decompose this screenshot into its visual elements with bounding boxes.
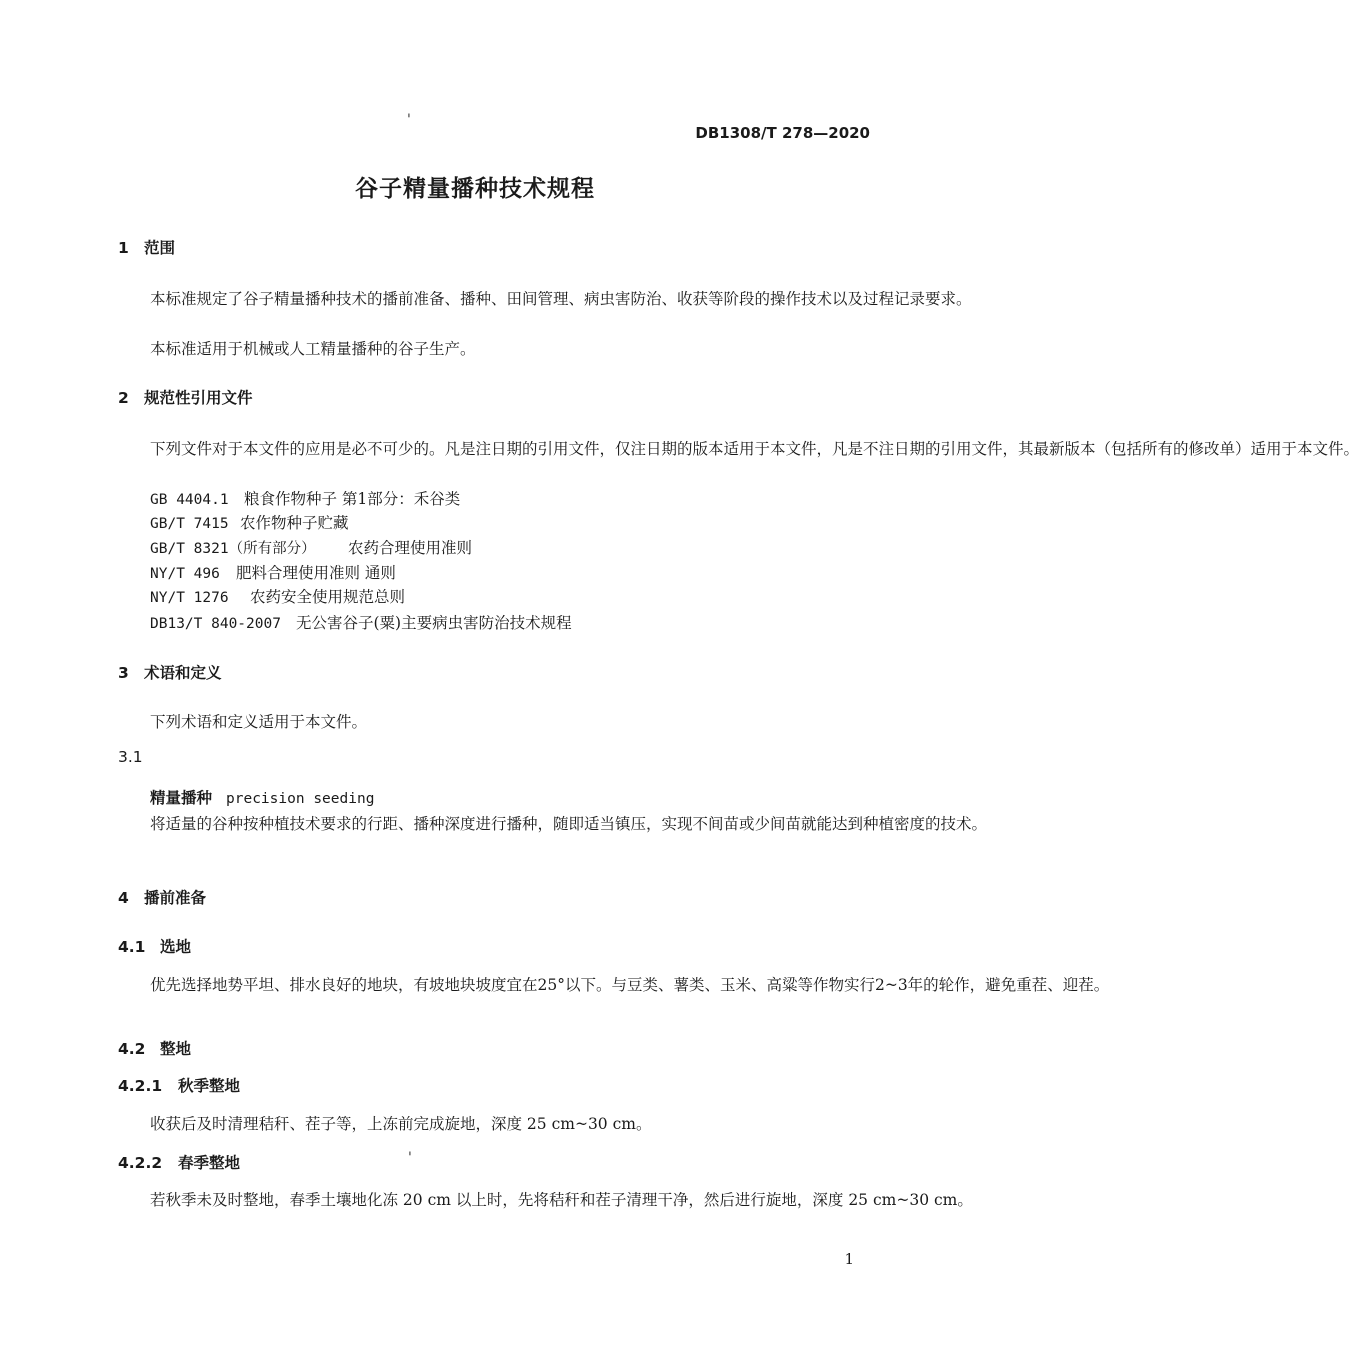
section-title: 规范性引用文件 <box>144 389 253 407</box>
section-title: 播前准备 <box>144 889 207 907</box>
section-number: 1 <box>118 239 129 257</box>
section-title: 春季整地 <box>178 1154 241 1172</box>
reference-title: 粮食作物种子 第1部分：禾谷类 <box>244 490 461 508</box>
section-2-heading <box>118 386 253 408</box>
section-3-heading <box>118 661 222 683</box>
section-3-intro: 下列术语和定义适用于本文件。 <box>150 713 368 731</box>
term-entry <box>150 786 374 808</box>
subsection-4-1-text: 优先选择地势平坦、排水良好的地块，有坡地块坡度宜在25°以下。与豆类、薯类、玉米、高粱等作物实行2~3年的轮作，避免重茬、迎茬。 <box>150 976 1110 994</box>
page-number: 1 <box>844 1250 854 1268</box>
section-1-paragraph-2: 本标准适用于机械或人工精量播种的谷子生产。 <box>150 340 476 358</box>
document-title: 谷子精量播种技术规程 <box>355 176 595 202</box>
section-title: 选地 <box>160 938 192 956</box>
term-chinese: 精量播种 <box>150 789 213 807</box>
section-number: 3 <box>118 664 129 682</box>
reference-item <box>150 611 572 633</box>
subsection-4-2-2-text: 若秋季未及时整地，春季土壤地化冻 20 cm 以上时，先将秸秆和茬子清理干净，然后进行旋地，深度 25 cm~30 cm。 <box>150 1191 973 1209</box>
section-number: 4.2.2 <box>118 1154 163 1172</box>
reference-item <box>150 561 396 583</box>
section-title: 术语和定义 <box>144 664 222 682</box>
subsection-4-2-1-heading <box>118 1074 240 1096</box>
reference-code: GB/T 8321（所有部分） <box>150 541 316 557</box>
reference-title: 农作物种子贮藏 <box>240 514 349 532</box>
scan-tick-mark: ' <box>407 112 411 128</box>
subsection-4-1-heading <box>118 935 191 957</box>
reference-item <box>150 487 460 509</box>
standard-code: DB1308/T 278—2020 <box>695 124 870 142</box>
reference-item <box>150 536 472 558</box>
reference-title: 无公害谷子(粟)主要病虫害防治技术规程 <box>296 614 572 632</box>
subsection-4-2-1-text: 收获后及时清理秸秆、茬子等，上冻前完成旋地，深度 25 cm~30 cm。 <box>150 1115 652 1133</box>
section-1-heading <box>118 236 175 258</box>
reference-code: GB 4404.1 <box>150 492 229 508</box>
subsection-3-1-number: 3.1 <box>118 748 143 766</box>
reference-code: NY/T 1276 <box>150 590 229 606</box>
reference-item <box>150 585 405 607</box>
section-2-intro: 下列文件对于本文件的应用是必不可少的。凡是注日期的引用文件，仅注日期的版本适用于本文件，凡是不注日期的引用文件，其最新版本（包括所有的修改单）适用于本文件。 <box>150 440 1359 458</box>
subsection-4-2-heading <box>118 1037 191 1059</box>
reference-title: 肥料合理使用准则 通则 <box>236 564 396 582</box>
section-number: 4 <box>118 889 129 907</box>
reference-code: GB/T 7415 <box>150 516 229 532</box>
section-number: 4.2 <box>118 1040 146 1058</box>
reference-code: NY/T 496 <box>150 566 220 582</box>
section-title: 整地 <box>160 1040 192 1058</box>
section-4-heading <box>118 886 206 908</box>
section-number: 4.2.1 <box>118 1077 163 1095</box>
section-number: 2 <box>118 389 129 407</box>
subsection-4-2-2-heading <box>118 1151 240 1173</box>
section-number: 4.1 <box>118 938 146 956</box>
section-1-paragraph-1: 本标准规定了谷子精量播种技术的播前准备、播种、田间管理、病虫害防治、收获等阶段的操作技术以及过程记录要求。 <box>150 290 972 308</box>
term-definition: 将适量的谷种按种植技术要求的行距、播种深度进行播种，随即适当镇压，实现不间苗或少间苗就能达到种植密度的技术。 <box>150 815 988 833</box>
term-english: precision seeding <box>226 791 375 807</box>
reference-title: 农药合理使用准则 <box>348 539 473 557</box>
reference-code: DB13/T 840-2007 <box>150 616 281 632</box>
scan-tick-mark: ' <box>408 1150 412 1166</box>
section-title: 秋季整地 <box>178 1077 241 1095</box>
reference-item <box>150 511 349 533</box>
reference-title: 农药安全使用规范总则 <box>250 588 406 606</box>
section-title: 范围 <box>144 239 176 257</box>
